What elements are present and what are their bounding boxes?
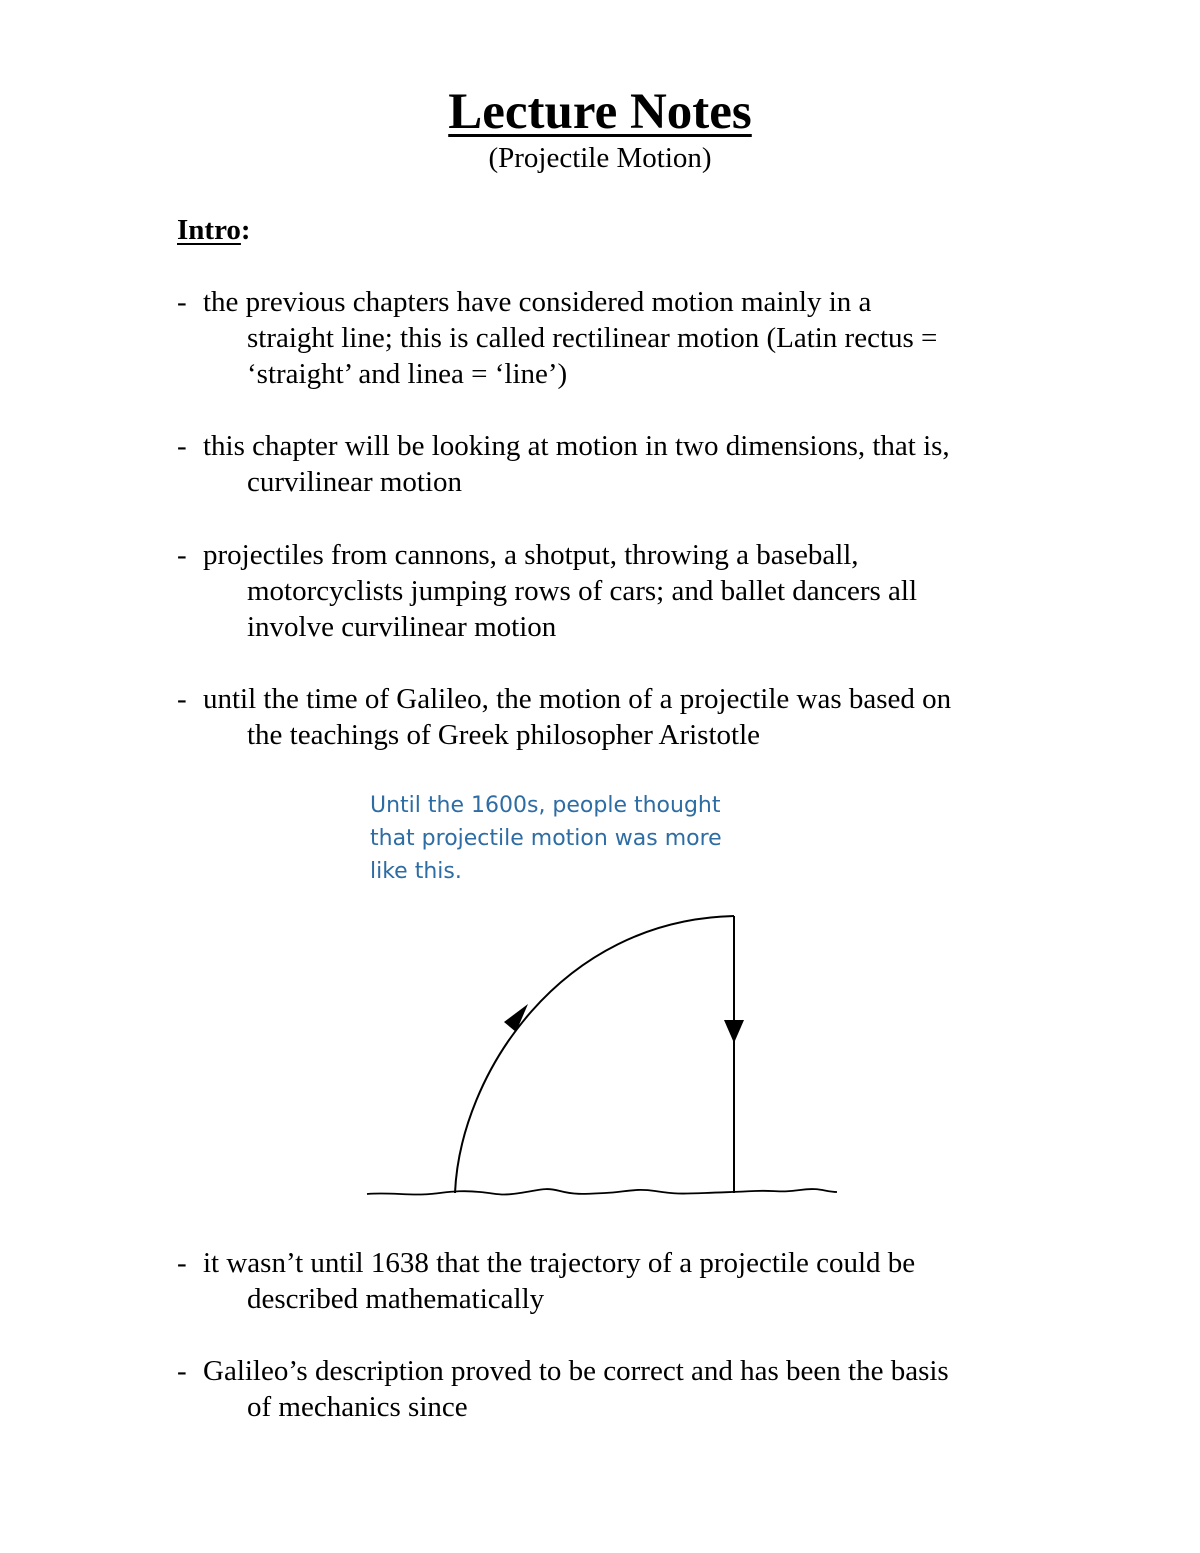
trajectory-diagram [360, 900, 850, 1210]
trajectory-arc [455, 916, 734, 1193]
list-item [177, 681, 1057, 753]
bullet-line: it wasn’t until 1638 that the trajectory of a projectile could be [203, 1247, 916, 1279]
bullet-line: until the time of Galileo, the motion of a projectile was based on [203, 683, 952, 715]
section-heading-label: Intro [177, 214, 241, 246]
bullet-line: straight line; this is called rectilinear motion (Latin rectus = [247, 322, 938, 354]
list-item [177, 1245, 1057, 1317]
bullet-dash: - [177, 683, 187, 715]
section-heading [177, 212, 251, 248]
bullet-dash: - [177, 1355, 187, 1387]
ground-line [367, 1189, 837, 1195]
bullet-line: projectiles from cannons, a shotput, throwing a baseball, [203, 539, 859, 571]
bullet-line: described mathematically [247, 1283, 545, 1315]
list-item [177, 1353, 1057, 1425]
bullet-line: Galileo’s description proved to be correct and has been the basis [203, 1355, 949, 1387]
bullet-dash: - [177, 1247, 187, 1279]
bullet-dash: - [177, 539, 187, 571]
bullet-line: involve curvilinear motion [247, 611, 557, 643]
list-item [177, 428, 1057, 500]
figure-caption-line: like this. [370, 859, 462, 884]
bullet-line: curvilinear motion [247, 466, 463, 498]
page-subtitle: (Projectile Motion) [488, 142, 712, 174]
bullet-line: of mechanics since [247, 1391, 468, 1423]
page-title: Lecture Notes [448, 84, 752, 140]
up-arrow-icon [504, 1004, 528, 1032]
figure-caption-line: Until the 1600s, people thought [370, 793, 721, 818]
figure-caption [370, 789, 722, 888]
bullet-line: the previous chapters have considered motion mainly in a [203, 286, 872, 318]
bullet-dash: - [177, 286, 187, 318]
bullet-line: ‘straight’ and linea = ‘line’) [247, 358, 568, 390]
bullet-dash: - [177, 430, 187, 462]
list-item [177, 537, 1057, 645]
bullet-line: motorcyclists jumping rows of cars; and ballet dancers all [247, 575, 918, 607]
bullet-line: this chapter will be looking at motion in two dimensions, that is, [203, 430, 950, 462]
list-item [177, 284, 1057, 392]
down-arrow-icon [724, 1020, 744, 1043]
section-heading-colon: : [240, 214, 251, 246]
bullet-line: the teachings of Greek philosopher Aristotle [247, 719, 761, 751]
figure-caption-line: that projectile motion was more [370, 826, 722, 851]
